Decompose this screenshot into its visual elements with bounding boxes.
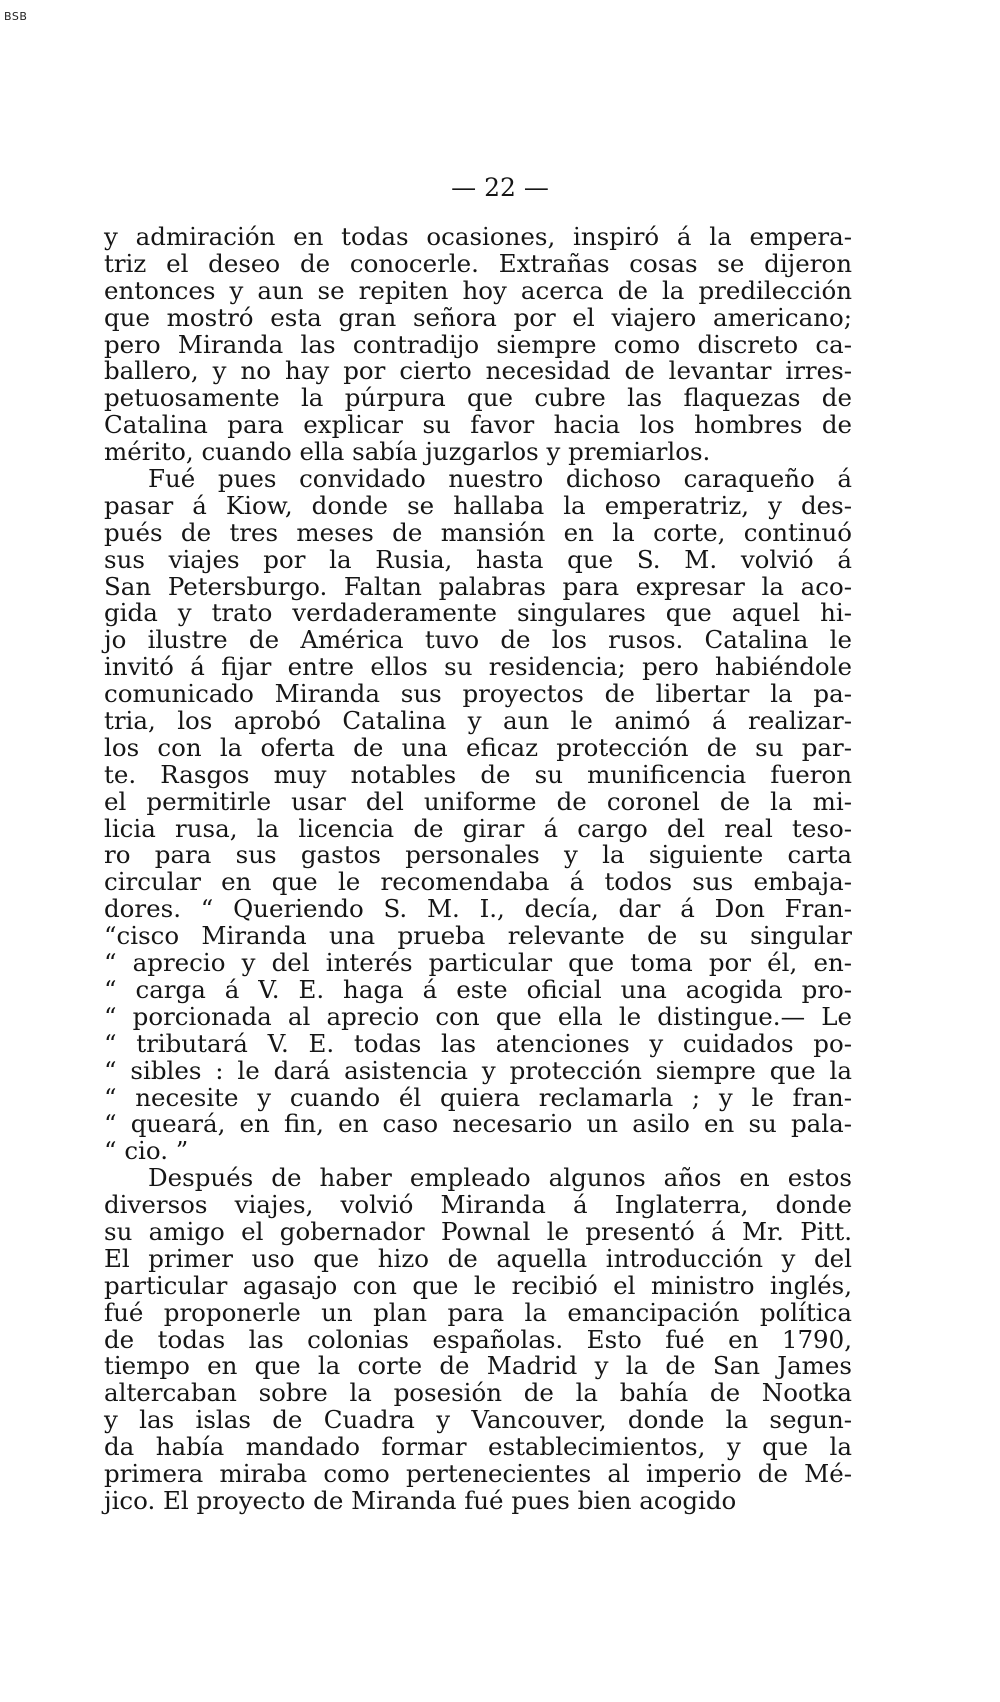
text-line: pués de tres meses de mansión en la corte, continuó	[104, 517, 852, 547]
text-line: sus viajes por la Rusia, hasta que S. M. volvió á	[104, 544, 852, 574]
text-line: dores. “ Queriendo S. M. I., decía, dar á Don Fran-	[104, 894, 852, 924]
text-line: “ tributará V. E. todas las atenciones y cuidados po-	[104, 1028, 852, 1058]
text-line: entonces y aun se repiten hoy acerca de la predilección	[104, 275, 852, 305]
text-line: particular agasajo con que le recibió el ministro inglés,	[104, 1270, 852, 1300]
text-line: y las islas de Cuadra y Vancouver, donde la segun-	[104, 1405, 852, 1435]
paragraph	[104, 466, 852, 1165]
text-line: jo ilustre de América tuvo de los rusos. Catalina le	[104, 625, 852, 655]
text-line: petuosamente la púrpura que cubre las flaquezas de	[104, 383, 852, 413]
text-line: altercaban sobre la posesión de la bahía de Nootka	[104, 1378, 852, 1408]
text-line: mérito, cuando ella sabía juzgarlos y premiarlos.	[104, 437, 711, 467]
text-line: gida y trato verdaderamente singulares que aquel hi-	[104, 598, 852, 628]
text-line: El primer uso que hizo de aquella introducción y del	[104, 1243, 852, 1273]
text-line: que mostró esta gran señora por el viajero americano;	[104, 302, 852, 332]
text-line: circular en que le recomendaba á todos sus embaja-	[104, 867, 852, 897]
text-line: de todas las colonias españolas. Esto fué en 1790,	[104, 1324, 852, 1354]
text-line: pasar á Kiow, donde se hallaba la emperatriz, y des-	[104, 490, 852, 520]
text-line: ro para sus gastos personales y la siguiente carta	[104, 840, 852, 870]
text-line: te. Rasgos muy notables de su munificencia fueron	[104, 759, 852, 789]
text-line: ballero, y no hay por cierto necesidad de levantar irres-	[104, 356, 852, 386]
text-line: “ sibles : le dará asistencia y protección siempre que la	[104, 1055, 852, 1085]
text-line: tiempo en que la corte de Madrid y la de San James	[104, 1351, 852, 1381]
text-line: jico. El proyecto de Miranda fué pues bien acogido	[104, 1485, 737, 1515]
text-line: licia rusa, la licencia de girar á cargo del real teso-	[104, 813, 852, 843]
page-number: — 22 —	[451, 173, 549, 202]
text-line: “ necesite y cuando él quiera reclamarla ; y le fran-	[104, 1082, 852, 1112]
text-line: el permitirle usar del uniforme de coronel de la mi-	[104, 786, 852, 816]
text-line: “ queará, en fin, en caso necesario un asilo en su pala-	[104, 1109, 852, 1139]
text-line: diversos viajes, volvió Miranda á Inglaterra, donde	[104, 1190, 852, 1220]
text-line: tria, los aprobó Catalina y aun le animó á realizar-	[104, 706, 852, 736]
text-line: Después de haber empleado algunos años en estos	[148, 1163, 852, 1193]
text-line: su amigo el gobernador Pownal le presentó á Mr. Pitt.	[104, 1216, 852, 1246]
text-body	[104, 224, 852, 1515]
text-line: invitó á fijar entre ellos su residencia; pero habiéndole	[104, 652, 852, 682]
text-line: y admiración en todas ocasiones, inspiró á la empera-	[104, 222, 852, 251]
text-line: Fué pues convidado nuestro dichoso caraqueño á	[148, 464, 852, 494]
text-line: primera miraba como pertenecientes al imperio de Mé-	[104, 1458, 852, 1488]
text-line: San Petersburgo. Faltan palabras para expresar la aco-	[104, 571, 852, 601]
text-line: “ aprecio y del interés particular que toma por él, en-	[104, 948, 852, 978]
text-line: “ porcionada al aprecio con que ella le distingue.— Le	[104, 1001, 852, 1031]
text-line: comunicado Miranda sus proyectos de libertar la pa-	[104, 679, 852, 709]
text-line: Catalina para explicar su favor hacia los hombres de	[104, 410, 852, 440]
text-line: da había mandado formar establecimientos, y que la	[104, 1432, 852, 1462]
text-line: los con la oferta de una eficaz protección de su par-	[104, 732, 852, 762]
text-line: “ carga á V. E. haga á este oficial una acogida pro-	[104, 974, 852, 1004]
text-line: pero Miranda las contradijo siempre como discreto ca-	[104, 329, 852, 359]
text-line: triz el deseo de conocerle. Extrañas cosas se dijeron	[104, 248, 852, 278]
text-line: “cisco Miranda una prueba relevante de su singular	[104, 921, 852, 951]
paragraph	[104, 1165, 852, 1515]
paragraph	[104, 224, 852, 466]
text-line: “ cio. ”	[104, 1136, 189, 1166]
text-line: fué proponerle un plan para la emancipación política	[104, 1297, 852, 1327]
library-stamp: BSB	[4, 10, 28, 23]
